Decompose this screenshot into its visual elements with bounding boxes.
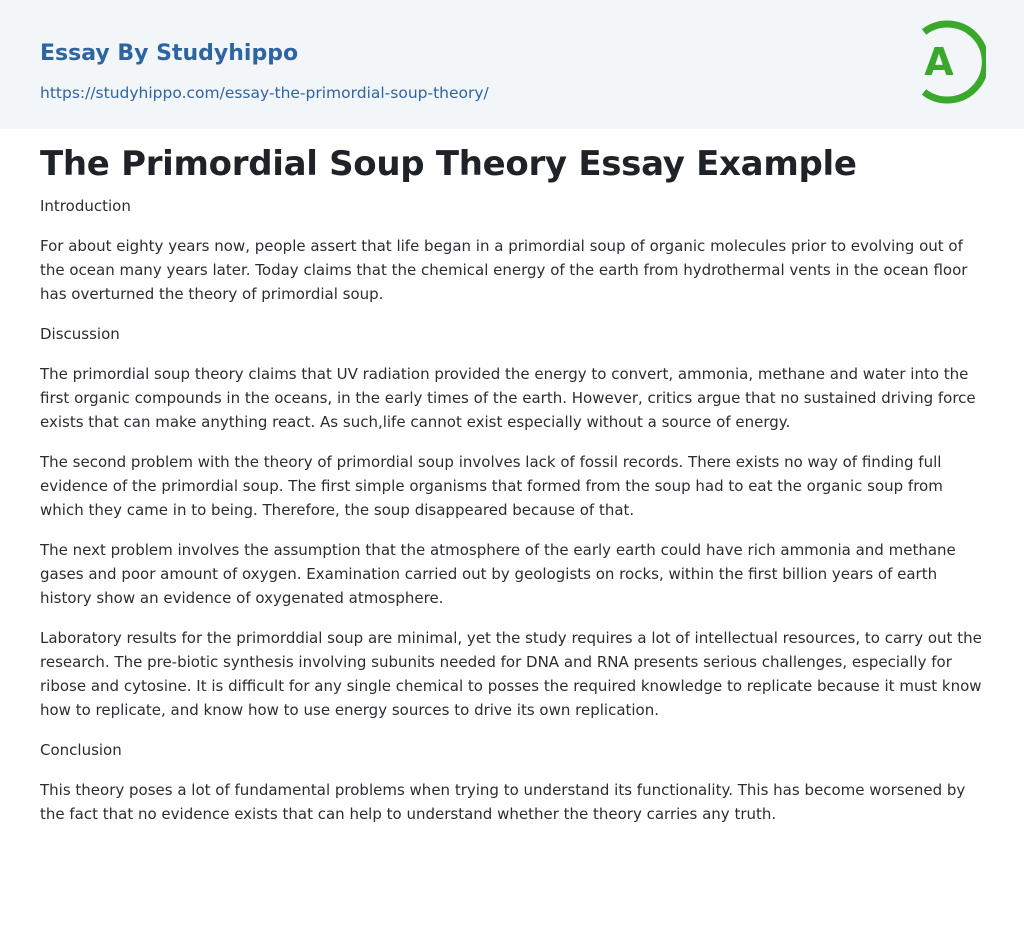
essay-paragraph: The second problem with the theory of primordial soup involves lack of fossil records. There exists no way of finding full evidence of the primordial soup. The first simple organisms that formed from the soup had to eat the organic soup from which they came in to being. Therefore, the soup disappeared because of that.: [40, 453, 943, 519]
site-brand[interactable]: Essay By Studyhippo: [40, 41, 299, 66]
essay-paragraph: This theory poses a lot of fundamental problems when trying to understand its functionality. This has become worsened by the fact that no evidence exists that can help to understand whether the theory carries any truth.: [40, 781, 966, 823]
site-header: [0, 0, 1024, 129]
essay-paragraph: The primordial soup theory claims that UV radiation provided the energy to convert, ammonia, methane and water into the first organic compounds in the oceans, in the early times of the earth. However, critics argue that no sustained driving force exists that can make anything react. As such,life cannot exist especially without a source of energy.: [40, 365, 976, 431]
section-heading-introduction: Introduction: [40, 197, 131, 215]
source-url-link[interactable]: https://studyhippo.com/essay-the-primordial-soup-theory/: [40, 84, 489, 102]
section-heading-discussion: Discussion: [40, 325, 120, 343]
studyhippo-logo-icon[interactable]: [912, 20, 986, 104]
logo-letter: A: [924, 40, 954, 84]
essay-body: [40, 194, 985, 842]
section-heading-conclusion: Conclusion: [40, 741, 122, 759]
page-title: The Primordial Soup Theory Essay Example: [40, 144, 857, 184]
essay-paragraph: The next problem involves the assumption that the atmosphere of the early earth could have rich ammonia and methane gases and poor amount of oxygen. Examination carried out by geologists on rocks, within the first billion years of earth history show an evidence of oxygenated atmosphere.: [40, 541, 956, 607]
essay-paragraph: For about eighty years now, people assert that life began in a primordial soup of organic molecules prior to evolving out of the ocean many years later. Today claims that the chemical energy of the earth from hydrothermal vents in the ocean floor has overturned the theory of primordial soup.: [40, 237, 968, 303]
essay-paragraph: Laboratory results for the primorddial soup are minimal, yet the study requires a lot of intellectual resources, to carry out the research. The pre-biotic synthesis involving subunits needed for DNA and RNA presents serious challenges, especially for ribose and cytosine. It is difficult for any single chemical to posses the required knowledge to replicate because it must know how to replicate, and know how to use energy sources to drive its own replication.: [40, 629, 982, 719]
